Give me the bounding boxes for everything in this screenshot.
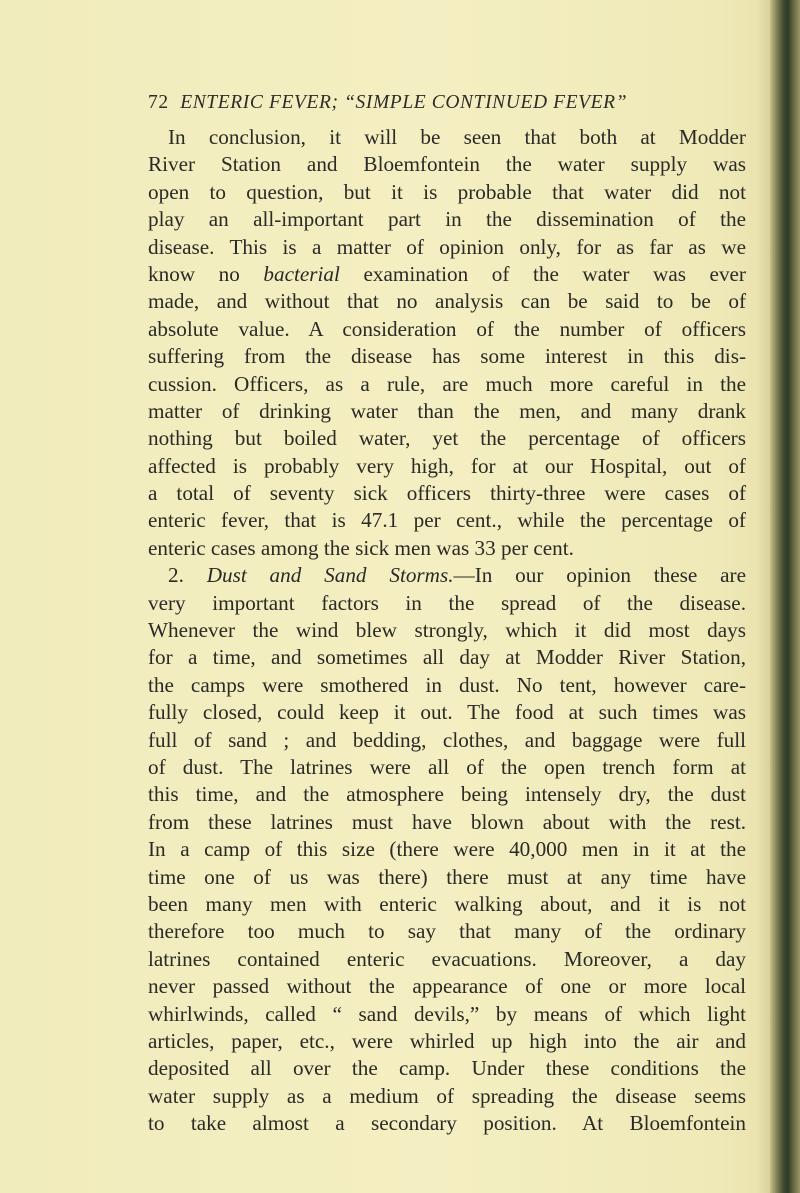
- gutter-shadow: [756, 0, 770, 1193]
- text-line: very important factors in the spread of the disease.: [148, 590, 746, 615]
- text-line: therefore too much to say that many of the ordinary: [148, 919, 746, 944]
- text-line: never passed without the appearance of one or more local: [148, 974, 746, 999]
- text-line: River Station and Bloemfontein the water supply was: [148, 152, 746, 177]
- text-line: affected is probably very high, for at our Hospital, out of: [148, 453, 746, 478]
- text-line: articles, paper, etc., were whirled up high into the air and: [148, 1028, 746, 1053]
- running-head: [148, 92, 768, 114]
- section-heading-line: [148, 562, 746, 589]
- text-line: from these latrines must have blown about with the rest.: [148, 809, 746, 834]
- page-number: 72: [148, 92, 169, 113]
- text-line: made, and without that no analysis can be said to be of: [148, 289, 746, 314]
- text-line: deposited all over the camp. Under these conditions the: [148, 1056, 746, 1081]
- text-line: play an all-important part in the dissemination of the: [148, 207, 746, 232]
- text-line: Whenever the wind blew strongly, which it did most days: [148, 618, 746, 643]
- text-line: water supply as a medium of spreading the disease seems: [148, 1083, 746, 1108]
- text-fragment: know no: [148, 261, 240, 286]
- text-line: whirlwinds, called “ sand devils,” by means of which light: [148, 1001, 746, 1026]
- text-line: suffering from the disease has some interest in this dis-: [148, 344, 746, 369]
- text-fragment: examination of the water was ever: [363, 261, 746, 286]
- text-line: In conclusion, it will be seen that both at Modder: [168, 125, 746, 149]
- text-line: to take almost a secondary position. At Bloemfontein: [148, 1111, 746, 1136]
- text-line: enteric cases among the sick men was 33 per cent.: [148, 535, 574, 560]
- text-line: fully closed, could keep it out. The food at such times was: [148, 700, 746, 725]
- section-title: Dust and Sand Storms.: [206, 563, 454, 588]
- body-text: [148, 124, 746, 1137]
- italic-term: bacterial: [263, 261, 340, 286]
- text-line: the camps were smothered in dust. No tent, however care-: [148, 672, 746, 697]
- text-line: of dust. The latrines were all of the open trench form at: [148, 754, 746, 779]
- text-line: nothing but boiled water, yet the percentage of officers: [148, 426, 746, 451]
- text-line: a total of seventy sick officers thirty-three were cases of: [148, 481, 746, 506]
- text-line: latrines contained enteric evacuations. Moreover, a day: [148, 946, 746, 971]
- text-line: [148, 261, 746, 288]
- text-line: this time, and the atmosphere being intensely dry, the dust: [148, 782, 746, 807]
- text-line: matter of drinking water than the men, and many drank: [148, 398, 746, 423]
- text-line: disease. This is a matter of opinion only, for as far as we: [148, 234, 746, 259]
- text-line: enteric fever, that is 47.1 per cent., while the percentage of: [148, 508, 746, 533]
- text-line: cussion. Officers, as a rule, are much more careful in the: [148, 371, 746, 396]
- book-spine-edge: [770, 0, 800, 1193]
- text-line: for a time, and sometimes all day at Modder River Station,: [148, 645, 746, 670]
- text-fragment: —In our opinion these are: [453, 563, 746, 588]
- section-number: 2.: [168, 563, 184, 588]
- text-line: In a camp of this size (there were 40,000 men in it at the: [148, 837, 746, 862]
- text-line: absolute value. A consideration of the number of officers: [148, 316, 746, 341]
- text-line: open to question, but it is probable that water did not: [148, 179, 746, 204]
- running-title: ENTERIC FEVER; “SIMPLE CONTINUED FEVER”: [180, 92, 628, 113]
- text-line: full of sand ; and bedding, clothes, and baggage were full: [148, 727, 746, 752]
- text-line: been many men with enteric walking about, and it is not: [148, 891, 746, 916]
- text-line: time one of us was there) there must at any time have: [148, 864, 746, 889]
